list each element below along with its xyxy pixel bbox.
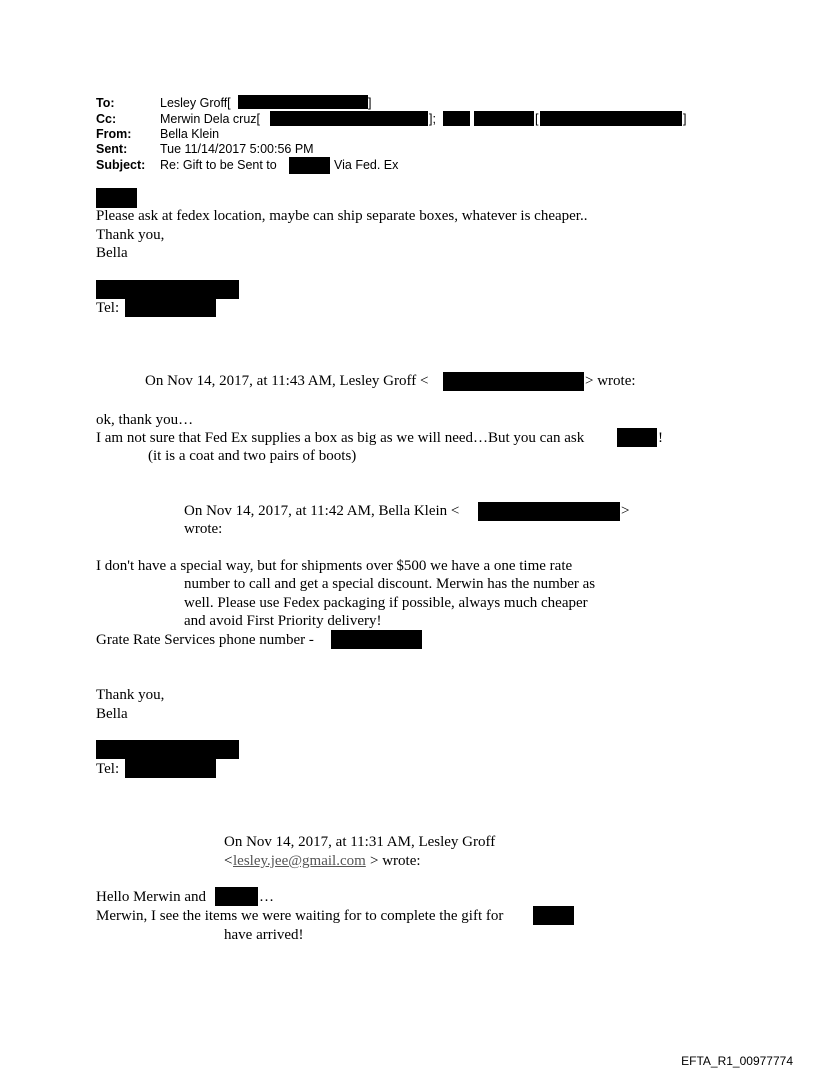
body-line-end: ! bbox=[658, 430, 663, 446]
quote-intro-end: > wrote: bbox=[585, 373, 636, 389]
redaction-bar bbox=[540, 111, 682, 126]
redaction-bar bbox=[238, 95, 368, 109]
body-line: Hello Merwin and bbox=[96, 889, 206, 905]
redaction-bar bbox=[289, 157, 330, 174]
signature-name: Bella bbox=[96, 245, 128, 261]
signature-name: Bella bbox=[96, 706, 128, 722]
body-line-end: … bbox=[259, 889, 274, 905]
body-line: Thank you, bbox=[96, 687, 165, 703]
redaction-bar bbox=[96, 740, 239, 759]
quote-intro: On Nov 14, 2017, at 11:42 AM, Bella Klein < bbox=[184, 503, 460, 519]
document-id: EFTA_R1_00977774 bbox=[681, 1054, 793, 1068]
tel-label: Tel: bbox=[96, 761, 120, 777]
cc-bracket-open: [ bbox=[535, 112, 539, 126]
to-label: To: bbox=[96, 96, 115, 110]
body-line: Grate Rate Services phone number - bbox=[96, 632, 314, 648]
cc-label: Cc: bbox=[96, 112, 117, 126]
body-line: I am not sure that Fed Ex supplies a box as big as we will need…But you can ask bbox=[96, 430, 585, 446]
from-value: Bella Klein bbox=[160, 127, 220, 141]
subject-label: Subject: bbox=[96, 158, 146, 172]
body-line: ok, thank you… bbox=[96, 412, 194, 428]
cc-value: Merwin Dela cruz[ bbox=[160, 112, 261, 126]
body-line: I don't have a special way, but for shipments over $500 we have a one time rate bbox=[96, 558, 573, 574]
to-value: Lesley Groff[ bbox=[160, 96, 231, 110]
quote-intro-end: > wrote: bbox=[370, 853, 421, 869]
redaction-bar bbox=[331, 630, 422, 649]
cc-bracket-close: ] bbox=[683, 112, 687, 126]
tel-label: Tel: bbox=[96, 300, 120, 316]
sent-label: Sent: bbox=[96, 142, 128, 156]
cc-separator: ]; bbox=[429, 112, 436, 126]
body-line: well. Please use Fedex packaging if possible, always much cheaper bbox=[184, 595, 588, 611]
subject-value-part2: Via Fed. Ex bbox=[334, 158, 399, 172]
redaction-bar bbox=[125, 759, 216, 778]
body-line: Thank you, bbox=[96, 227, 165, 243]
subject-value-part1: Re: Gift to be Sent to bbox=[160, 158, 277, 172]
quote-intro-lt: < bbox=[224, 853, 233, 869]
quote-intro: On Nov 14, 2017, at 11:31 AM, Lesley Groff bbox=[224, 834, 496, 850]
redaction-bar bbox=[533, 906, 574, 925]
redaction-bar bbox=[125, 298, 216, 317]
email-link[interactable]: lesley.jee@gmail.com bbox=[233, 853, 366, 869]
redaction-bar bbox=[96, 280, 239, 299]
redaction-bar bbox=[96, 188, 137, 208]
body-line: Merwin, I see the items we were waiting for to complete the gift for bbox=[96, 908, 504, 924]
redaction-bar bbox=[443, 111, 470, 126]
quote-intro: On Nov 14, 2017, at 11:43 AM, Lesley Groff < bbox=[145, 373, 429, 389]
redaction-bar bbox=[270, 111, 428, 126]
body-line: Please ask at fedex location, maybe can ship separate boxes, whatever is cheaper.. bbox=[96, 208, 588, 224]
quote-intro-end: > bbox=[621, 503, 630, 519]
redaction-bar bbox=[443, 372, 584, 391]
body-line: have arrived! bbox=[224, 927, 304, 943]
redaction-bar bbox=[617, 428, 657, 447]
quote-intro-wrote: wrote: bbox=[184, 521, 223, 537]
redaction-bar bbox=[478, 502, 620, 521]
to-bracket: ] bbox=[368, 96, 372, 110]
redaction-bar bbox=[474, 111, 534, 126]
body-line: number to call and get a special discount. Merwin has the number as bbox=[184, 576, 596, 592]
body-line: and avoid First Priority delivery! bbox=[184, 613, 382, 629]
sent-value: Tue 11/14/2017 5:00:56 PM bbox=[160, 142, 314, 156]
from-label: From: bbox=[96, 127, 132, 141]
redaction-bar bbox=[215, 887, 258, 906]
body-line: (it is a coat and two pairs of boots) bbox=[148, 448, 357, 464]
